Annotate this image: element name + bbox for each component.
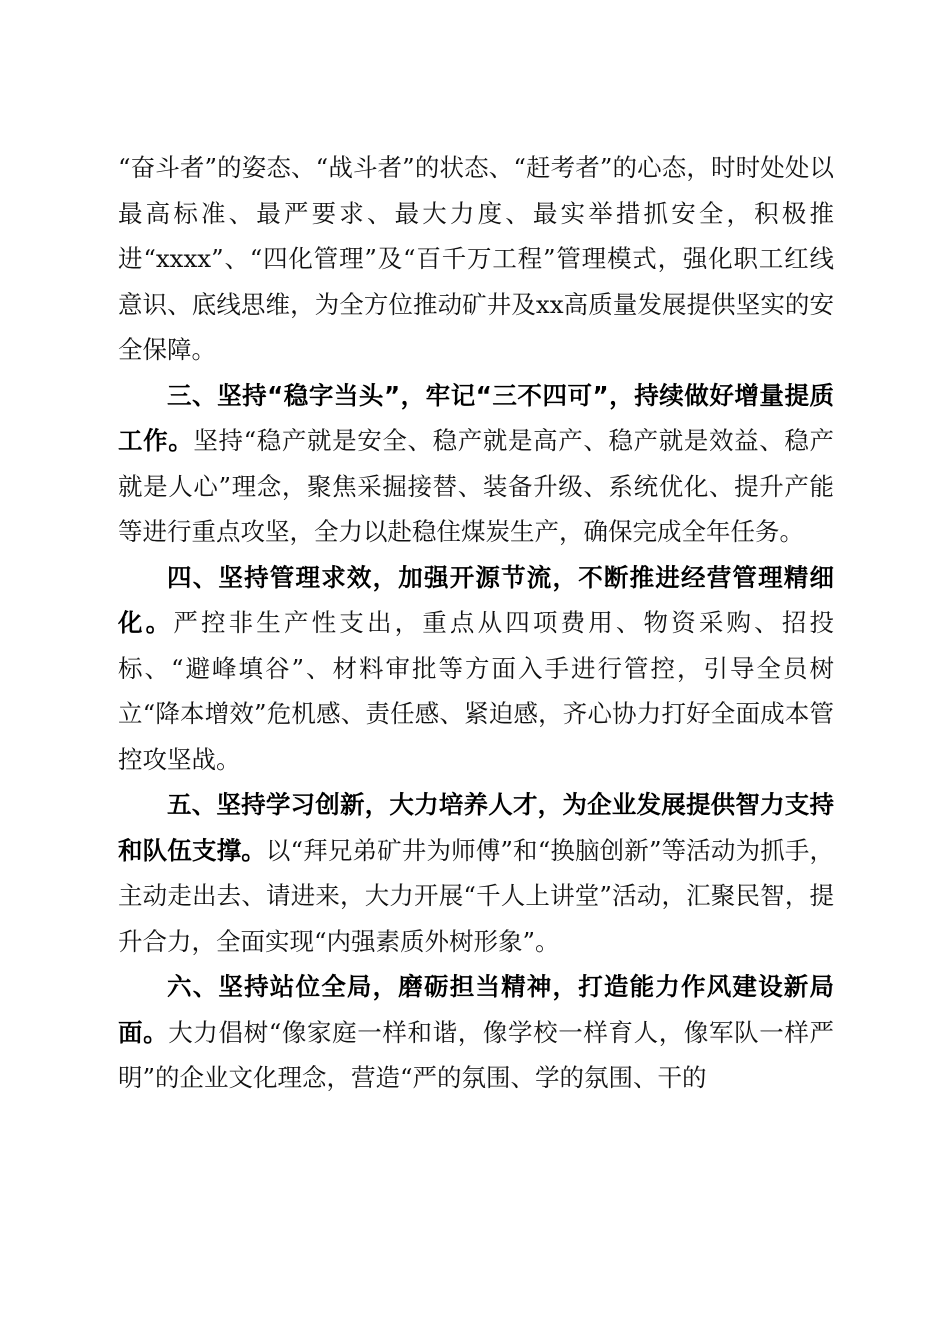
section-6-body: 大力倡树“像家庭一样和谐，像学校一样育人，像军队一样严明”的企业文化理念，营造“严的氛围、学的氛围、干的 [118, 1017, 834, 1092]
document-body [118, 145, 834, 1101]
section-4-heading: 四、坚持管理求效，加强开源节流，不断推进经营管理精细化。 [118, 562, 834, 637]
paragraph-continuation [118, 145, 834, 373]
paragraph-body: “奋斗者”的姿态、“战斗者”的状态、“赶考者”的心态，时时处处以最高标准、最严要求、最大力度、最实举措抓安全，积极推进“xxxx”、“四化管理”及“百千万工程”管理模式，强化职工红线意识、底线思维，为全方位推动矿井及xx高质量发展提供坚实的安全保障。 [118, 153, 834, 364]
section-3-body: 坚持“稳产就是安全、稳产就是高产、稳产就是效益、稳产就是人心”理念，聚焦采掘接替、装备升级、系统优化、提升产能等进行重点攻坚，全力以赴稳住煤炭生产，确保完成全年任务。 [118, 426, 834, 546]
section-5-heading: 五、坚持学习创新，大力培养人才，为企业发展提供智力支持和队伍支撑。 [118, 790, 834, 865]
paragraph-section-3 [118, 373, 834, 555]
section-6-heading: 六、坚持站位全局，磨砺担当精神，打造能力作风建设新局面。 [118, 972, 834, 1047]
paragraph-section-5 [118, 782, 834, 964]
section-4-body: 严控非生产性支出，重点从四项费用、物资采购、招投标、“避峰填谷”、材料审批等方面入手进行管控，引导全员树立“降本增效”危机感、责任感、紧迫感，齐心协力打好全面成本管控攻坚战。 [118, 608, 835, 774]
paragraph-section-4 [118, 555, 834, 783]
paragraph-section-6 [118, 964, 834, 1101]
section-5-body: 以“拜兄弟矿井为师傅”和“换脑创新”等活动为抓手，主动走出去、请进来，大力开展“千人上讲堂”活动，汇聚民智，提升合力，全面实现“内强素质外树形象”。 [118, 835, 835, 956]
section-3-heading: 三、坚持“稳字当头”，牢记“三不四可”，持续做好增量提质工作。 [118, 380, 834, 455]
